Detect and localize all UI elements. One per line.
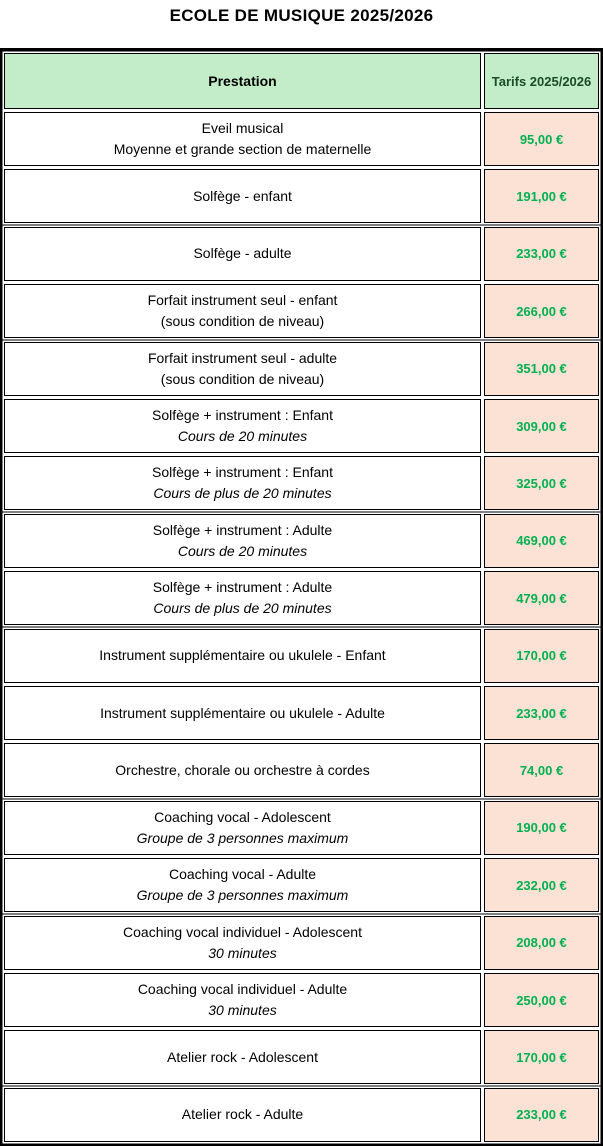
price-cell: 266,00 €: [484, 284, 599, 338]
prestation-label: Solfège + instrument : Enfant: [152, 464, 333, 481]
prestation-cell: [4, 456, 481, 510]
price-cell: 233,00 €: [484, 686, 599, 740]
prestation-label: Coaching vocal - Adulte: [168, 866, 317, 883]
prestation-cell: [4, 1030, 481, 1084]
prestation-detail: Cours de 20 minutes: [177, 542, 308, 559]
prestation-detail: Groupe de 3 personnes maximum: [136, 887, 349, 904]
prestation-label: Instrument supplémentaire ou ukulele - Adulte: [100, 704, 385, 721]
prestation-cell: [4, 169, 481, 223]
prestation-label: Solfège - adulte: [193, 245, 292, 262]
prestation-cell: [4, 743, 481, 797]
prestation-cell: [4, 342, 481, 396]
price-cell: 95,00 €: [484, 112, 599, 166]
prestation-cell: [4, 1088, 481, 1142]
prestation-detail: (sous condition de niveau): [160, 370, 325, 387]
price-cell: 74,00 €: [484, 743, 599, 797]
prestation-detail: 30 minutes: [208, 1002, 277, 1018]
prestation-label: Solfège + instrument : Adulte: [152, 521, 333, 538]
prestation-cell: [4, 686, 481, 740]
price-cell: 325,00 €: [484, 456, 599, 510]
prestation-label: Solfège - enfant: [193, 187, 292, 204]
prestation-detail: (sous condition de niveau): [160, 313, 325, 330]
price-cell: 190,00 €: [484, 801, 599, 855]
price-cell: 208,00 €: [484, 916, 599, 970]
prestation-cell: [4, 514, 481, 568]
price-cell: 351,00 €: [484, 342, 599, 396]
prestation-cell: [4, 916, 481, 970]
prestation-label: Instrument supplémentaire ou ukulele - Enfant: [99, 647, 386, 664]
prestation-detail: Cours de plus de 20 minutes: [153, 485, 332, 502]
prestation-label: Solfège + instrument : Enfant: [152, 407, 333, 423]
price-cell: 469,00 €: [484, 514, 599, 568]
prestation-label: Orchestre, chorale ou orchestre à cordes: [115, 761, 370, 778]
prestation-detail: Groupe de 3 personnes maximum: [136, 829, 349, 846]
prestation-label: Coaching vocal individuel - Adulte: [137, 981, 348, 997]
prestation-label: Coaching vocal individuel - Adolescent: [123, 923, 362, 940]
price-cell: 170,00 €: [484, 629, 599, 683]
price-cell: 250,00 €: [484, 973, 599, 1027]
price-cell: 191,00 €: [484, 169, 599, 223]
prestation-cell: [4, 801, 481, 855]
prestation-label: Forfait instrument seul - enfant: [147, 292, 338, 309]
prestation-label: Forfait instrument seul - adulte: [147, 349, 338, 366]
prestation-label: Atelier rock - Adolescent: [167, 1048, 318, 1065]
price-cell: 479,00 €: [484, 571, 599, 625]
prestation-cell: [4, 571, 481, 625]
prestation-detail: Moyenne et grande section de maternelle: [113, 141, 372, 157]
prestation-cell: [4, 629, 481, 683]
prestation-cell: [4, 112, 481, 166]
prestation-cell: [4, 284, 481, 338]
prestation-cell: [4, 858, 481, 912]
price-table: [0, 48, 603, 1146]
prestation-detail: Cours de 20 minutes: [177, 428, 308, 444]
prestation-label: Solfège + instrument : Adulte: [152, 579, 333, 596]
prestation-label: Eveil musical: [201, 120, 284, 136]
column-header-prestation: Prestation: [4, 53, 481, 109]
prestation-cell: [4, 227, 481, 281]
price-cell: 170,00 €: [484, 1030, 599, 1084]
prestation-cell: [4, 973, 481, 1027]
prestation-label: Coaching vocal - Adolescent: [154, 808, 331, 825]
price-cell: 233,00 €: [484, 227, 599, 281]
prestation-detail: 30 minutes: [208, 944, 277, 961]
page-title: ECOLE DE MUSIQUE 2025/2026: [169, 6, 434, 25]
prestation-cell: [4, 399, 481, 453]
prestation-detail: Cours de plus de 20 minutes: [153, 600, 332, 617]
price-cell: 233,00 €: [484, 1088, 599, 1142]
price-cell: 232,00 €: [484, 858, 599, 912]
price-cell: 309,00 €: [484, 399, 599, 453]
column-header-tarifs: Tarifs 2025/2026: [484, 53, 599, 109]
prestation-label: Atelier rock - Adulte: [181, 1106, 304, 1123]
